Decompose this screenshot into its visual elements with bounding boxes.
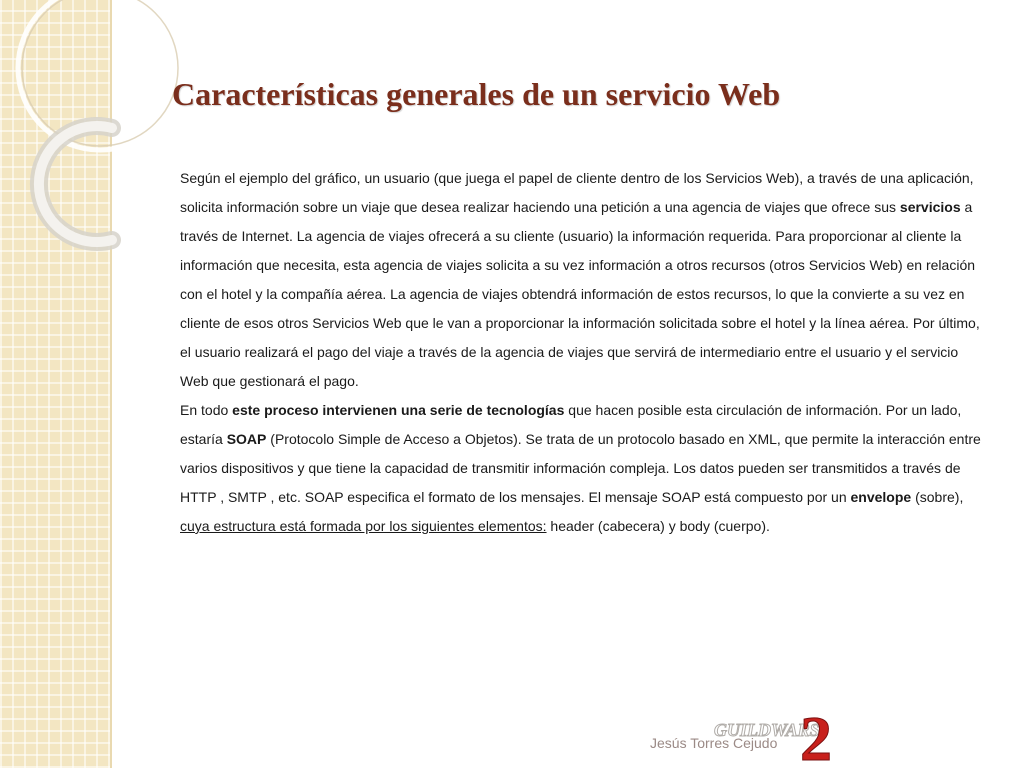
guildwars-logo bbox=[712, 700, 852, 768]
paragraph-soap-technologies: En todo este proceso intervienen una serie de tecnologías que hacen posible esta circulación de información. Por un lado, estaría SOAP (Protocolo Simple de Acceso a Objetos). Se trata de un protocolo basado en XML, que permite la interacción entre varios dispositivos y que tiene la capacidad de transmitir información compleja. Los datos pueden ser transmitidos a través de HTTP , SMTP , etc. SOAP especifica el formato de los mensajes. El mensaje SOAP está compuesto por un envelope (sobre), cuya estructura está formada por los siguientes elementos: header (cabecera) y body (cuerpo). bbox=[180, 402, 981, 534]
decorative-rings bbox=[0, 0, 200, 260]
slide-title: Características generales de un servicio Web bbox=[172, 76, 781, 112]
logo-text: GUILDWARS bbox=[714, 720, 820, 740]
slide-body bbox=[180, 164, 990, 541]
footer-author: Jesús Torres Cejudo bbox=[650, 735, 778, 751]
logo-numeral: 2 bbox=[800, 703, 832, 768]
paragraph-travel-agency-example: Según el ejemplo del gráfico, un usuario (que juega el papel de cliente dentro de los Servicios Web), a través de una aplicación, solicita información sobre un viaje que desea realizar haciendo una petición a una agencia de viajes que ofrece sus servicios a través de Internet. La agencia de viajes ofrecerá a su cliente (usuario) la información requerida. Para proporcionar al cliente la información que necesita, esta agencia de viajes solicita a su vez información a otros recursos (otros Servicios Web) en relación con el hotel y la compañía aérea. La agencia de viajes obtendrá información de estos recursos, lo que la convierte a su vez en cliente de esos otros Servicios Web que le van a proporcionar la información solicitada sobre el hotel y la línea aérea. Por último, el usuario realizará el pago del viaje a través de la agencia de viajes que servirá de intermediario entre el usuario y el servicio Web que gestionará el pago. bbox=[180, 170, 980, 389]
